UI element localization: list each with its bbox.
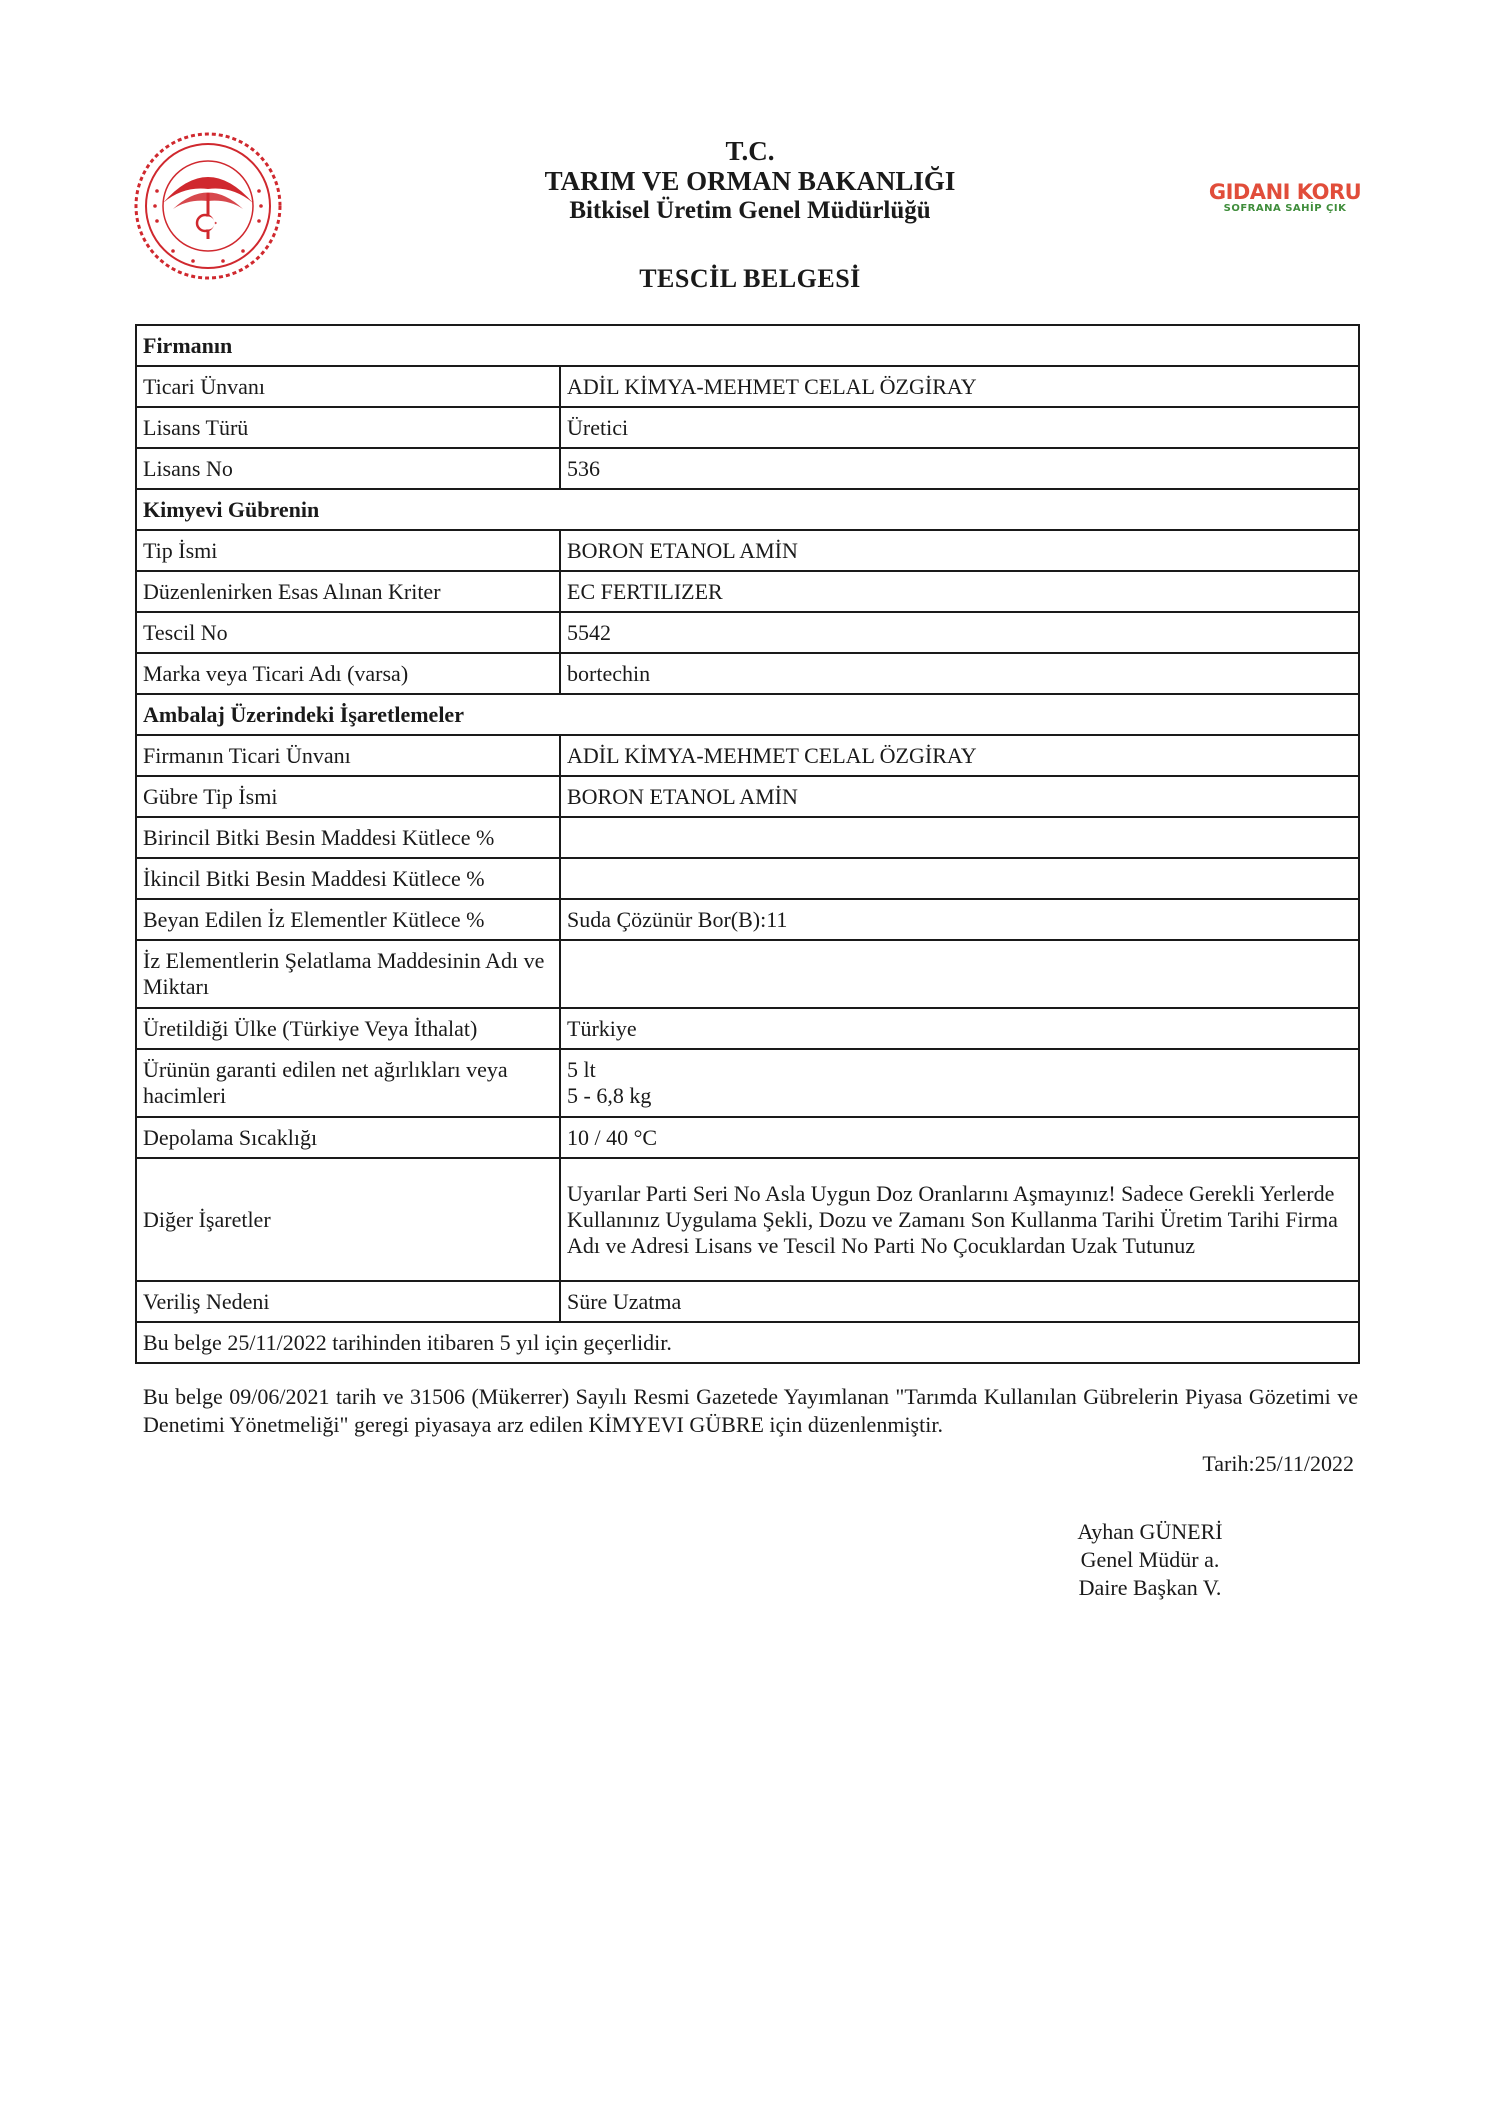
table-row xyxy=(136,612,1359,653)
brand-tagline: SOFRANA SAHİP ÇIK xyxy=(1223,203,1347,214)
signatory-title-2: Daire Başkan V. xyxy=(1078,1575,1222,1600)
field-value: BORON ETANOL AMİN xyxy=(560,530,1359,571)
document-header xyxy=(400,136,1100,226)
table-row xyxy=(136,1049,1359,1117)
field-label: Veriliş Nedeni xyxy=(136,1281,560,1322)
field-value: Süre Uzatma xyxy=(560,1281,1359,1322)
header-ministry: TARIM VE ORMAN BAKANLIĞI xyxy=(544,166,956,196)
field-label: Ürünün garanti edilen net ağırlıkları veya hacimleri xyxy=(136,1049,560,1117)
brand-name: GIDANI KORU xyxy=(1208,180,1362,204)
section-row xyxy=(136,325,1359,366)
table-row xyxy=(136,735,1359,776)
field-value: 5542 xyxy=(560,612,1359,653)
section-heading-firma: Firmanın xyxy=(136,325,1359,366)
table-row xyxy=(136,1281,1359,1322)
field-label: Düzenlenirken Esas Alınan Kriter xyxy=(136,571,560,612)
signatory-name: Ayhan GÜNERİ xyxy=(1077,1519,1223,1544)
field-value: 536 xyxy=(560,448,1359,489)
field-value: Suda Çözünür Bor(B):11 xyxy=(560,899,1359,940)
field-value xyxy=(560,858,1359,899)
field-value: 10 / 40 °C xyxy=(560,1117,1359,1158)
field-label: Gübre Tip İsmi xyxy=(136,776,560,817)
field-value: Türkiye xyxy=(560,1008,1359,1049)
field-value: ADİL KİMYA-MEHMET CELAL ÖZGİRAY xyxy=(560,735,1359,776)
ministry-seal-logo xyxy=(133,131,283,281)
table-row xyxy=(136,653,1359,694)
table-row xyxy=(136,366,1359,407)
field-label: Lisans Türü xyxy=(136,407,560,448)
field-label: Firmanın Ticari Ünvanı xyxy=(136,735,560,776)
table-row xyxy=(136,571,1359,612)
field-label: Diğer İşaretler xyxy=(136,1158,560,1281)
field-value xyxy=(560,817,1359,858)
field-value: bortechin xyxy=(560,653,1359,694)
brand-logo xyxy=(1205,181,1365,215)
field-value: Uyarılar Parti Seri No Asla Uygun Doz Oranlarını Aşmayınız! Sadece Gerekli Yerlerde Kullanınız Uygulama Şekli, Dozu ve Zamanı Son Kullanma Tarihi Üretim Tarihi Firma Adı ve Adresi Lisans ve Tescil No Parti No Çocuklardan Uzak Tutunuz xyxy=(560,1158,1359,1281)
field-label: Ticari Ünvanı xyxy=(136,366,560,407)
field-label: Tip İsmi xyxy=(136,530,560,571)
header-country: T.C. xyxy=(725,136,775,166)
legal-note: Bu belge 09/06/2021 tarih ve 31506 (Mükerrer) Sayılı Resmi Gazetede Yayımlanan "Tarımda Kullanılan Gübrelerin Piyasa Gözetimi ve Denetimi Yönetmeliği" geregi piyasaya arz edilen KİMYEVI GÜBRE için düzenlenmiştir. xyxy=(143,1384,1358,1437)
issue-date: Tarih:25/11/2022 xyxy=(1202,1451,1354,1476)
net-weight-value: 5 - 6,8 kg xyxy=(567,1083,652,1108)
table-row xyxy=(136,530,1359,571)
table-row xyxy=(136,448,1359,489)
table-row xyxy=(136,407,1359,448)
document-title: TESCİL BELGESİ xyxy=(639,264,861,293)
validity-row xyxy=(136,1322,1359,1363)
table-row xyxy=(136,817,1359,858)
table-row xyxy=(136,899,1359,940)
registration-table xyxy=(135,324,1360,1364)
field-value: EC FERTILIZER xyxy=(560,571,1359,612)
table-row xyxy=(136,858,1359,899)
field-value xyxy=(560,940,1359,1008)
field-value: ADİL KİMYA-MEHMET CELAL ÖZGİRAY xyxy=(560,366,1359,407)
table-row xyxy=(136,1158,1359,1281)
field-value: BORON ETANOL AMİN xyxy=(560,776,1359,817)
field-label: Lisans No xyxy=(136,448,560,489)
section-row xyxy=(136,694,1359,735)
field-value-multiline xyxy=(560,1049,1359,1117)
validity-statement: Bu belge 25/11/2022 tarihinden itibaren 5 yıl için geçerlidir. xyxy=(136,1322,1359,1363)
field-label: Üretildiği Ülke (Türkiye Veya İthalat) xyxy=(136,1008,560,1049)
table-row xyxy=(136,1008,1359,1049)
signatory-title: Genel Müdür a. xyxy=(1080,1547,1220,1572)
section-heading-ambalaj: Ambalaj Üzerindeki İşaretlemeler xyxy=(136,694,1359,735)
field-value: Üretici xyxy=(560,407,1359,448)
table-row xyxy=(136,940,1359,1008)
field-label: Beyan Edilen İz Elementler Kütlece % xyxy=(136,899,560,940)
field-label: İkincil Bitki Besin Maddesi Kütlece % xyxy=(136,858,560,899)
field-label: İz Elementlerin Şelatlama Maddesinin Adı ve Miktarı xyxy=(136,940,560,1008)
section-heading-gubre: Kimyevi Gübrenin xyxy=(136,489,1359,530)
field-label: Birincil Bitki Besin Maddesi Kütlece % xyxy=(136,817,560,858)
field-label: Tescil No xyxy=(136,612,560,653)
field-label: Depolama Sıcaklığı xyxy=(136,1117,560,1158)
section-row xyxy=(136,489,1359,530)
signature-block xyxy=(1020,1518,1280,1602)
net-volume-value: 5 lt xyxy=(567,1057,596,1082)
table-row xyxy=(136,776,1359,817)
table-row xyxy=(136,1117,1359,1158)
header-directorate: Bitkisel Üretim Genel Müdürlüğü xyxy=(569,197,931,224)
field-label: Marka veya Ticari Adı (varsa) xyxy=(136,653,560,694)
